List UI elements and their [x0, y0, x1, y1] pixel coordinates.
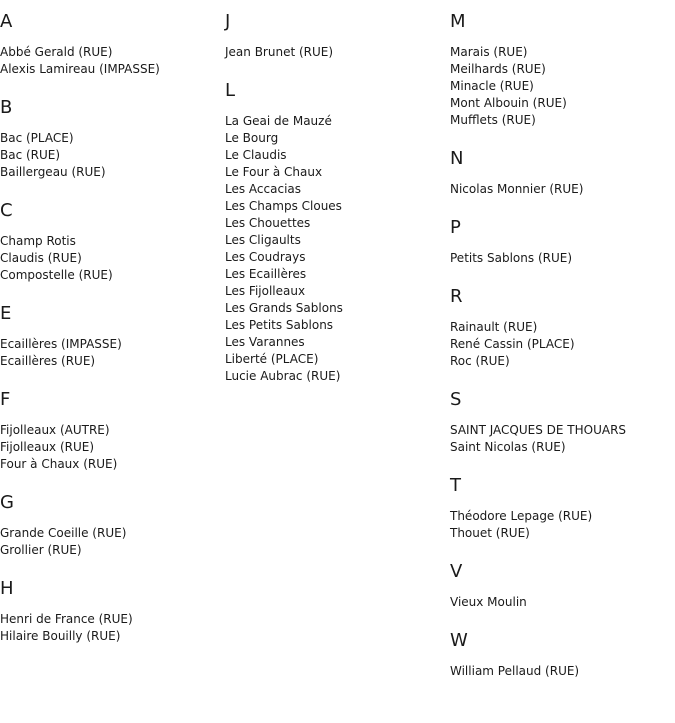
letter-group	[450, 218, 675, 267]
letter-heading: E	[0, 303, 12, 324]
street-item	[450, 508, 675, 525]
letter-heading: C	[0, 200, 13, 221]
street-list	[450, 594, 675, 611]
letter-heading: A	[0, 11, 13, 32]
letter-group	[450, 149, 675, 198]
street-link[interactable]: Les Varannes	[225, 335, 305, 349]
letter-group	[0, 579, 225, 645]
letter-group	[225, 81, 450, 385]
street-link[interactable]: Ecaillères (IMPASSE)	[0, 337, 122, 351]
street-link[interactable]: Théodore Lepage (RUE)	[450, 509, 593, 523]
street-link[interactable]: Vieux Moulin	[450, 595, 527, 609]
street-link[interactable]: Alexis Lamireau (IMPASSE)	[0, 62, 160, 76]
street-link[interactable]: Baillergeau (RUE)	[0, 165, 106, 179]
street-item	[0, 267, 225, 284]
street-item	[450, 439, 675, 456]
street-item	[450, 78, 675, 95]
street-link[interactable]: Champ Rotis	[0, 234, 76, 248]
street-list	[225, 44, 450, 61]
street-link[interactable]: Les Fijolleaux	[225, 284, 306, 298]
street-item	[0, 61, 225, 78]
street-link[interactable]: Abbé Gerald (RUE)	[0, 45, 113, 59]
street-link[interactable]: Les Champs Cloues	[225, 199, 342, 213]
street-list	[450, 181, 675, 198]
street-item	[450, 181, 675, 198]
street-item	[450, 663, 675, 680]
street-item	[0, 525, 225, 542]
letter-group	[450, 562, 675, 611]
street-item	[225, 351, 450, 368]
street-item	[225, 44, 450, 61]
street-item	[0, 147, 225, 164]
street-item	[225, 113, 450, 130]
street-link[interactable]: Liberté (PLACE)	[225, 352, 319, 366]
street-list	[0, 336, 225, 370]
letter-heading: N	[450, 148, 464, 169]
letter-heading: T	[450, 475, 461, 496]
street-list	[0, 130, 225, 181]
street-item	[0, 456, 225, 473]
letter-group	[0, 12, 225, 78]
street-link[interactable]: Thouet (RUE)	[450, 526, 530, 540]
street-item	[225, 300, 450, 317]
street-item	[225, 334, 450, 351]
street-link[interactable]: Henri de France (RUE)	[0, 612, 133, 626]
letter-group	[0, 390, 225, 473]
street-link[interactable]: William Pellaud (RUE)	[450, 664, 580, 678]
street-item	[450, 422, 675, 439]
street-link[interactable]: René Cassin (PLACE)	[450, 337, 575, 351]
letter-heading: J	[225, 11, 231, 32]
street-link[interactable]: Les Ecaillères	[225, 267, 307, 281]
street-link[interactable]: Claudis (RUE)	[0, 251, 82, 265]
letter-group	[0, 201, 225, 284]
street-item	[450, 61, 675, 78]
street-list	[225, 113, 450, 385]
street-item	[450, 594, 675, 611]
letter-group	[450, 287, 675, 370]
street-item	[0, 542, 225, 559]
letter-heading: W	[450, 630, 468, 651]
street-list	[0, 422, 225, 473]
street-item	[225, 283, 450, 300]
street-list	[450, 250, 675, 267]
street-item	[225, 249, 450, 266]
street-link[interactable]: Le Claudis	[225, 148, 287, 162]
street-link[interactable]: Les Grands Sablons	[225, 301, 343, 315]
street-link[interactable]: Petits Sablons (RUE)	[450, 251, 573, 265]
street-link[interactable]: Les Cligaults	[225, 233, 301, 247]
street-link[interactable]: SAINT JACQUES DE THOUARS	[450, 423, 627, 437]
street-item	[0, 336, 225, 353]
street-item	[450, 525, 675, 542]
street-link[interactable]: Le Bourg	[225, 131, 279, 145]
street-link[interactable]: Lucie Aubrac (RUE)	[225, 369, 341, 383]
street-list	[450, 663, 675, 680]
street-list	[0, 525, 225, 559]
street-item	[0, 353, 225, 370]
letter-group	[0, 98, 225, 181]
street-link[interactable]: Bac (RUE)	[0, 148, 61, 162]
letter-heading: P	[450, 217, 461, 238]
street-link[interactable]: Grande Coeille (RUE)	[0, 526, 127, 540]
street-link[interactable]: Meilhards (RUE)	[450, 62, 546, 76]
street-item	[0, 44, 225, 61]
street-link[interactable]: Minacle (RUE)	[450, 79, 534, 93]
street-item	[0, 422, 225, 439]
street-item	[450, 353, 675, 370]
street-link[interactable]: Saint Nicolas (RUE)	[450, 440, 566, 454]
street-item	[225, 130, 450, 147]
street-link[interactable]: Four à Chaux (RUE)	[0, 457, 118, 471]
street-link[interactable]: Rainault (RUE)	[450, 320, 538, 334]
letter-heading: M	[450, 11, 466, 32]
street-list	[450, 319, 675, 370]
street-item	[450, 44, 675, 61]
street-link[interactable]: Les Chouettes	[225, 216, 311, 230]
letter-group	[450, 476, 675, 542]
letter-heading: V	[450, 561, 463, 582]
street-column-2	[225, 12, 450, 405]
street-list	[450, 422, 675, 456]
letter-group	[450, 12, 675, 129]
street-item	[450, 95, 675, 112]
street-link[interactable]: Jean Brunet (RUE)	[225, 45, 334, 59]
street-item	[0, 233, 225, 250]
street-link[interactable]: Nicolas Monnier (RUE)	[450, 182, 584, 196]
street-link[interactable]: Hilaire Bouilly (RUE)	[0, 629, 121, 643]
street-item	[225, 317, 450, 334]
letter-heading: B	[0, 97, 13, 118]
street-link[interactable]: Roc (RUE)	[450, 354, 510, 368]
letter-heading: H	[0, 578, 14, 599]
street-column-3	[450, 12, 675, 700]
street-item	[450, 112, 675, 129]
letter-heading: R	[450, 286, 463, 307]
street-item	[225, 164, 450, 181]
street-item	[0, 628, 225, 645]
street-item	[225, 232, 450, 249]
street-item	[0, 130, 225, 147]
street-link[interactable]: Les Coudrays	[225, 250, 306, 264]
street-link[interactable]: La Geai de Mauzé	[225, 114, 332, 128]
street-list	[0, 611, 225, 645]
street-link[interactable]: Mufflets (RUE)	[450, 113, 536, 127]
street-item	[225, 198, 450, 215]
letter-group	[0, 493, 225, 559]
street-list	[450, 508, 675, 542]
street-list	[0, 233, 225, 284]
street-link[interactable]: Mont Albouin (RUE)	[450, 96, 567, 110]
street-item	[0, 611, 225, 628]
street-link[interactable]: Bac (PLACE)	[0, 131, 74, 145]
street-item	[225, 266, 450, 283]
street-item	[225, 147, 450, 164]
street-link[interactable]: Ecaillères (RUE)	[0, 354, 96, 368]
street-item	[450, 250, 675, 267]
street-link[interactable]: Marais (RUE)	[450, 45, 528, 59]
letter-group	[225, 12, 450, 61]
street-item	[0, 439, 225, 456]
street-item	[450, 319, 675, 336]
street-link[interactable]: Le Four à Chaux	[225, 165, 323, 179]
street-link[interactable]: Grollier (RUE)	[0, 543, 82, 557]
street-link[interactable]: Fijolleaux (AUTRE)	[0, 423, 110, 437]
street-link[interactable]: Les Accacias	[225, 182, 302, 196]
letter-heading: L	[225, 80, 236, 101]
street-link[interactable]: Les Petits Sablons	[225, 318, 334, 332]
street-link[interactable]: Compostelle (RUE)	[0, 268, 113, 282]
letter-heading: S	[450, 389, 462, 410]
street-column-1	[0, 12, 225, 665]
letter-heading: F	[0, 389, 11, 410]
street-link[interactable]: Fijolleaux (RUE)	[0, 440, 95, 454]
street-list	[0, 44, 225, 78]
street-item	[225, 368, 450, 385]
street-item	[450, 336, 675, 353]
letter-group	[0, 304, 225, 370]
street-item	[225, 181, 450, 198]
letter-group	[450, 390, 675, 456]
street-item	[0, 164, 225, 181]
letter-group	[450, 631, 675, 680]
street-item	[225, 215, 450, 232]
street-item	[0, 250, 225, 267]
street-list	[450, 44, 675, 129]
letter-heading: G	[0, 492, 14, 513]
